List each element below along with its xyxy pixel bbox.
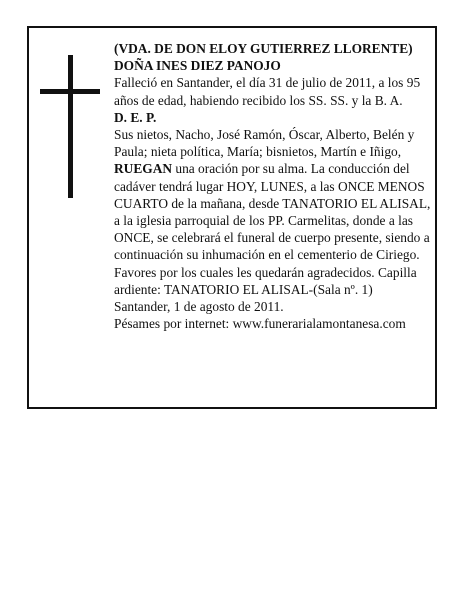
funeral-details [114, 160, 432, 298]
family-members: Sus nietos, Nacho, José Ramón, Óscar, Alberto, Belén y Paula; nieta política, María; bisnietos, Martín e Iñigo, [114, 127, 415, 160]
condolences-line: Pésames por internet: www.funerarialamontanesa.com [114, 316, 406, 332]
cross-horizontal-bar [40, 89, 100, 94]
obituary-notice [27, 26, 437, 409]
rip-abbreviation: D. E. P. [114, 109, 157, 125]
ruegan-word: RUEGAN [114, 161, 173, 177]
deceased-name: DOÑA INES DIEZ PANOJO [114, 58, 281, 74]
funeral-text: una oración por su alma. La conducción del cadáver tendrá lugar HOY, LUNES, a las ONCE MENOS CUARTO de la mañana, desde TANATORIO EL ALISAL, a la iglesia parroquial de los PP. Carmelitas, donde a las ONCE, se celebrará el funeral de cuerpo presente, siendo a continuación su inhumación en el cementerio de Ciriego. Favores por los cuales les quedarán agradecidos. Capilla ardiente: TANATORIO EL ALISAL-(Sala nº. 1) [114, 161, 431, 297]
death-announcement: Falleció en Santander, el día 31 de julio de 2011, a los 95 años de edad, habiendo recibido los SS. SS. y la B. A. [114, 75, 421, 108]
widow-line: (VDA. DE DON ELOY GUTIERREZ LLORENTE) [114, 41, 413, 56]
date-line: Santander, 1 de agosto de 2011. [114, 299, 284, 315]
cross-icon [40, 55, 100, 198]
cross-vertical-bar [68, 55, 73, 198]
notice-text [114, 40, 432, 332]
